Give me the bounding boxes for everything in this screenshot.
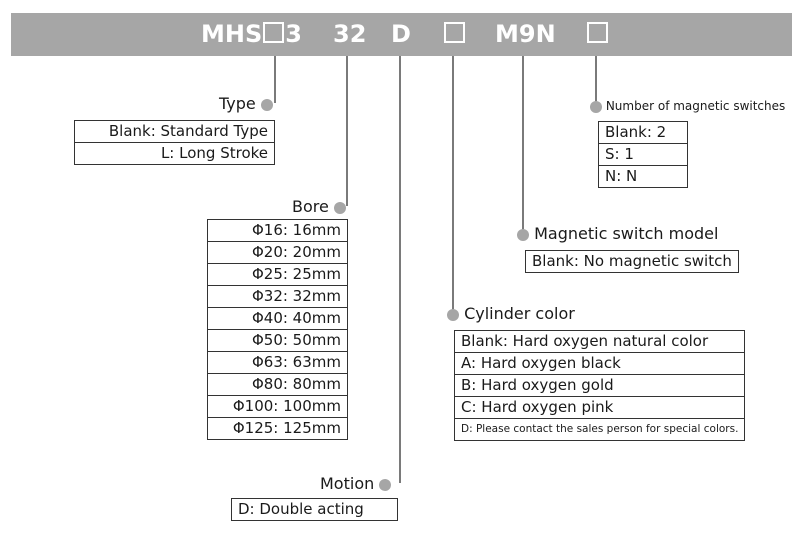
table-cell: Blank: No magnetic switch: [526, 251, 739, 273]
table-row: [75, 121, 275, 143]
bore-dot: [334, 202, 346, 214]
table-row: [599, 166, 688, 188]
code-motion: D: [391, 20, 411, 48]
table-cell: D: Please contact the sales person for special colors.: [455, 419, 745, 441]
table-row: [455, 353, 745, 375]
table-cell: B: Hard oxygen gold: [455, 375, 745, 397]
table-row: [599, 144, 688, 166]
table-cell: Φ25: 25mm: [208, 264, 348, 286]
table-row: [75, 143, 275, 165]
bore-options-table: [207, 219, 348, 440]
table-row: [208, 374, 348, 396]
table-row: [208, 396, 348, 418]
table-row: [208, 308, 348, 330]
switch-model-options-table: [525, 250, 739, 273]
switch-model-dot: [517, 229, 529, 241]
table-row: [208, 220, 348, 242]
motion-label: Motion: [320, 474, 391, 494]
switch-count-label: Number of magnetic switches: [590, 96, 785, 116]
table-cell: Blank: Hard oxygen natural color: [455, 331, 745, 353]
table-cell: L: Long Stroke: [75, 143, 275, 165]
table-row: [526, 251, 739, 273]
motion-options-table: [231, 498, 398, 521]
table-row: [455, 375, 745, 397]
table-cell: Blank: Standard Type: [75, 121, 275, 143]
table-cell: A: Hard oxygen black: [455, 353, 745, 375]
table-cell: Φ63: 63mm: [208, 352, 348, 374]
table-row: [232, 499, 398, 521]
cylinder-color-label: Cylinder color: [447, 304, 575, 324]
table-cell: C: Hard oxygen pink: [455, 397, 745, 419]
code-bore: 32: [333, 20, 367, 48]
table-row: [208, 264, 348, 286]
code-series: MHS: [201, 20, 263, 48]
table-cell: Φ50: 50mm: [208, 330, 348, 352]
table-cell: Blank: 2: [599, 122, 688, 144]
table-cell: Φ32: 32mm: [208, 286, 348, 308]
switch-count-dot: [590, 101, 602, 113]
table-row: [208, 418, 348, 440]
table-row: [208, 352, 348, 374]
motion-dot: [379, 479, 391, 491]
switch-model-label: Magnetic switch model: [517, 224, 718, 244]
switch-count-options-table: [598, 121, 688, 188]
table-cell: Φ20: 20mm: [208, 242, 348, 264]
code-switch-model: M9N: [495, 20, 556, 48]
table-cell: Φ80: 80mm: [208, 374, 348, 396]
table-cell: Φ40: 40mm: [208, 308, 348, 330]
type-label: Type: [219, 94, 273, 114]
type-options-table: [74, 120, 275, 165]
cylinder-color-dot: [447, 309, 459, 321]
type-dot: [261, 99, 273, 111]
table-cell: S: 1: [599, 144, 688, 166]
table-cell: Φ16: 16mm: [208, 220, 348, 242]
table-cell: N: N: [599, 166, 688, 188]
table-cell: D: Double acting: [232, 499, 398, 521]
table-row: [455, 397, 745, 419]
table-cell: Φ100: 100mm: [208, 396, 348, 418]
table-row: [455, 419, 745, 441]
code-digit: 3: [285, 20, 302, 48]
table-row: [599, 122, 688, 144]
table-row: [455, 331, 745, 353]
cylinder-color-options-table: [454, 330, 745, 441]
table-row: [208, 330, 348, 352]
table-row: [208, 286, 348, 308]
table-row: [208, 242, 348, 264]
table-cell: Φ125: 125mm: [208, 418, 348, 440]
bore-label: Bore: [292, 197, 346, 217]
